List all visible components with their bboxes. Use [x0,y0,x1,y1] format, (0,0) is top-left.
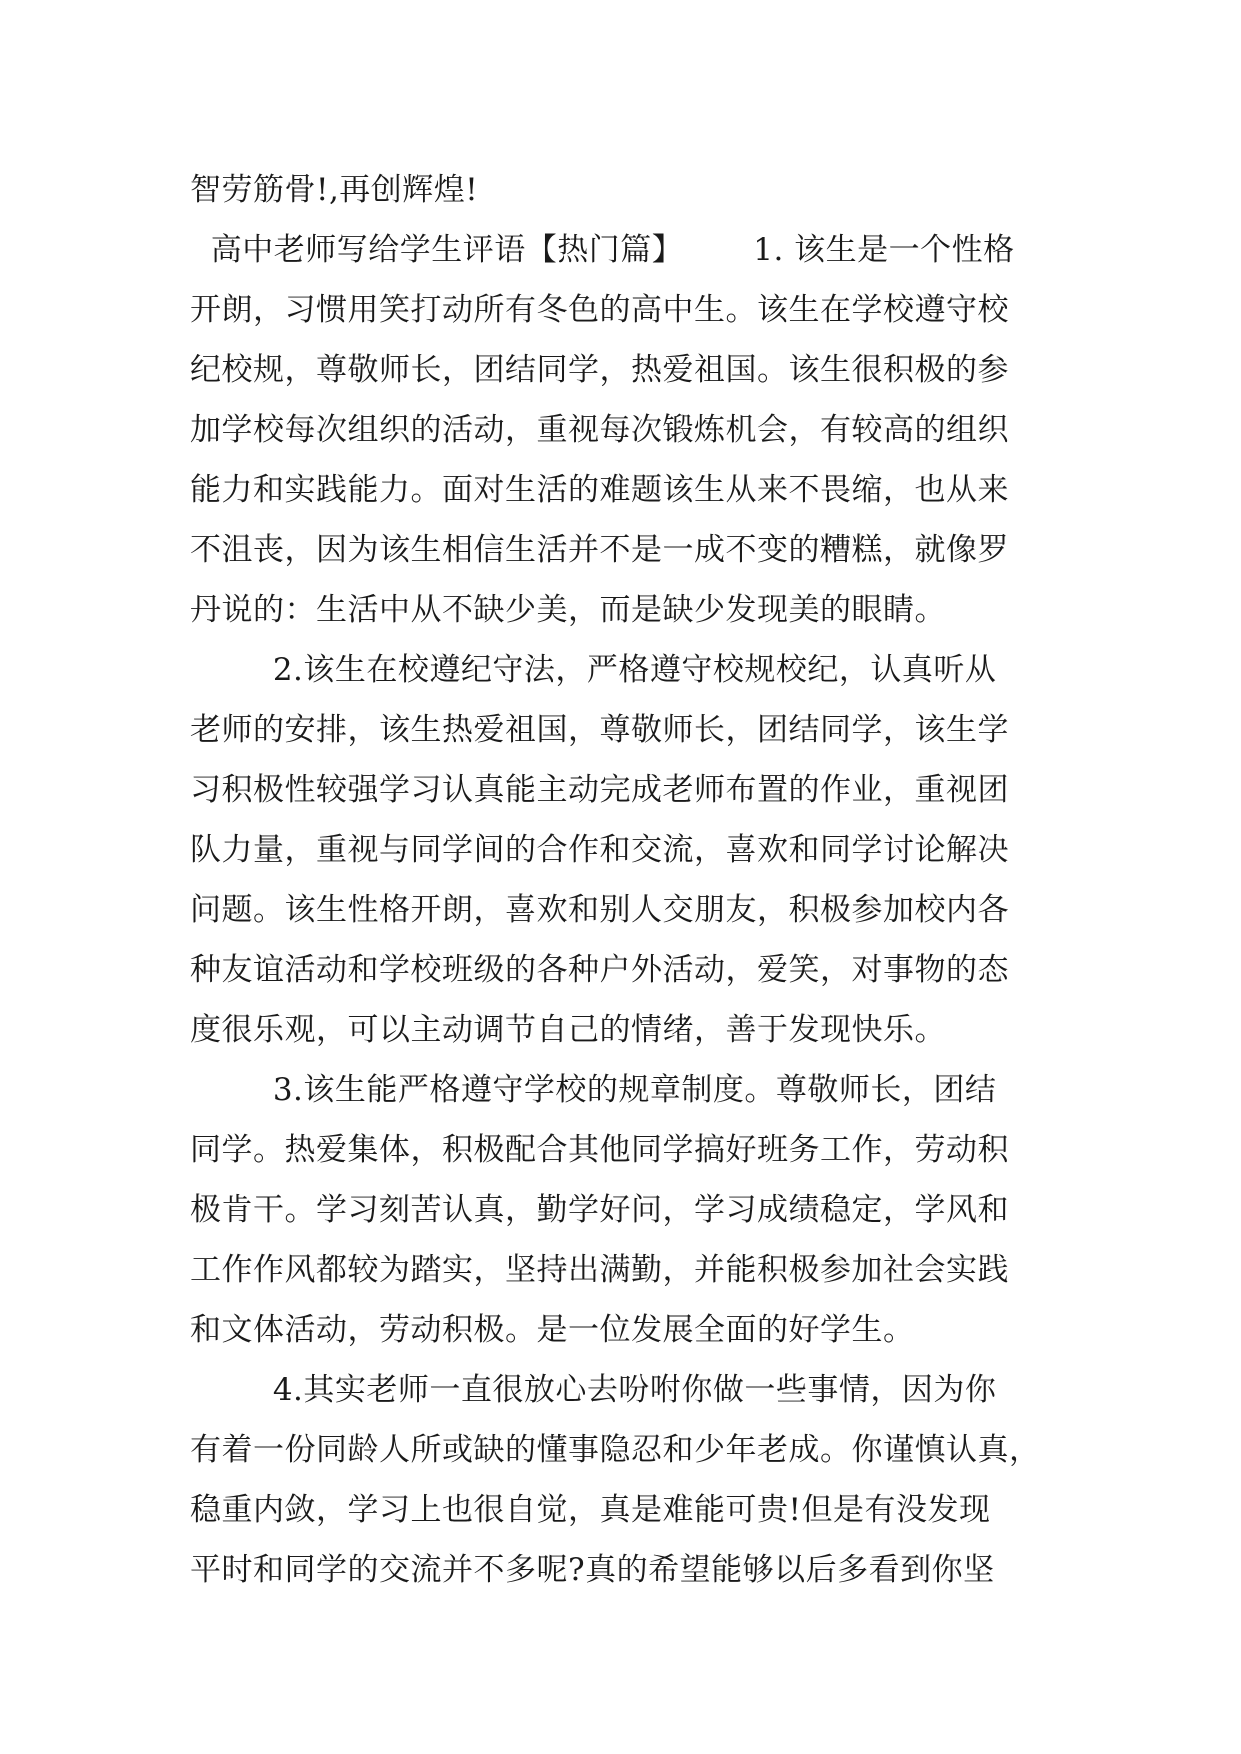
item-start: 1. 该生是一个性格 [753,232,1015,268]
text-line: 队力量，重视与同学间的合作和交流，喜欢和同学讨论解决 [190,832,1009,868]
text-line: 3.该生能严格遵守学校的规章制度。尊敬师长，团结 [190,1072,997,1108]
text-line [190,220,1060,280]
text-line: 度很乐观，可以主动调节自己的情绪，善于发现快乐。 [190,1012,946,1048]
text-line: 同学。热爱集体，积极配合其他同学搞好班务工作，劳动积 [190,1132,1009,1168]
text-line: 丹说的：生活中从不缺少美，而是缺少发现美的眼睛。 [190,592,946,628]
text-line: 纪校规，尊敬师长，团结同学，热爱祖国。该生很积极的参 [190,352,1009,388]
text-line: 开朗，习惯用笑打动所有冬色的高中生。该生在学校遵守校 [190,292,1009,328]
text-line: 问题。该生性格开朗，喜欢和别人交朋友，积极参加校内各 [190,892,1009,928]
text-line: 不沮丧，因为该生相信生活并不是一成不变的糟糕，就像罗 [190,532,1009,568]
text-line: 有着一份同龄人所或缺的懂事隐忍和少年老成。你谨慎认真， [190,1432,1041,1468]
text-line: 2.该生在校遵纪守法，严格遵守校规校纪，认真听从 [190,652,997,688]
text-line: 工作作风都较为踏实，坚持出满勤，并能积极参加社会实践 [190,1252,1009,1288]
text-line: 习积极性较强学习认真能主动完成老师布置的作业，重视团 [190,772,1009,808]
text-line: 极肯干。学习刻苦认真，勤学好问，学习成绩稳定，学风和 [190,1192,1009,1228]
text-line: 种友谊活动和学校班级的各种户外活动，爱笑，对事物的态 [190,952,1009,988]
text-line: 稳重内敛，学习上也很自觉，真是难能可贵!但是有没发现 [190,1492,991,1528]
text-line: 老师的安排，该生热爱祖国，尊敬师长，团结同学，该生学 [190,712,1009,748]
text-line: 和文体活动，劳动积极。是一位发展全面的好学生。 [190,1312,915,1348]
text-line: 平时和同学的交流并不多呢?真的希望能够以后多看到你坚 [190,1552,995,1588]
text-line: 4.其实老师一直很放心去吩咐你做一些事情，因为你 [190,1372,997,1408]
text-line: 加学校每次组织的活动，重视每次锻炼机会，有较高的组织 [190,412,1009,448]
text-line: 智劳筋骨!,再创辉煌! [190,172,479,208]
document-body [190,160,1060,1600]
section-heading: 高中老师写给学生评语【热门篇】 [190,232,684,268]
text-line: 能力和实践能力。面对生活的难题该生从来不畏缩，也从来 [190,472,1009,508]
